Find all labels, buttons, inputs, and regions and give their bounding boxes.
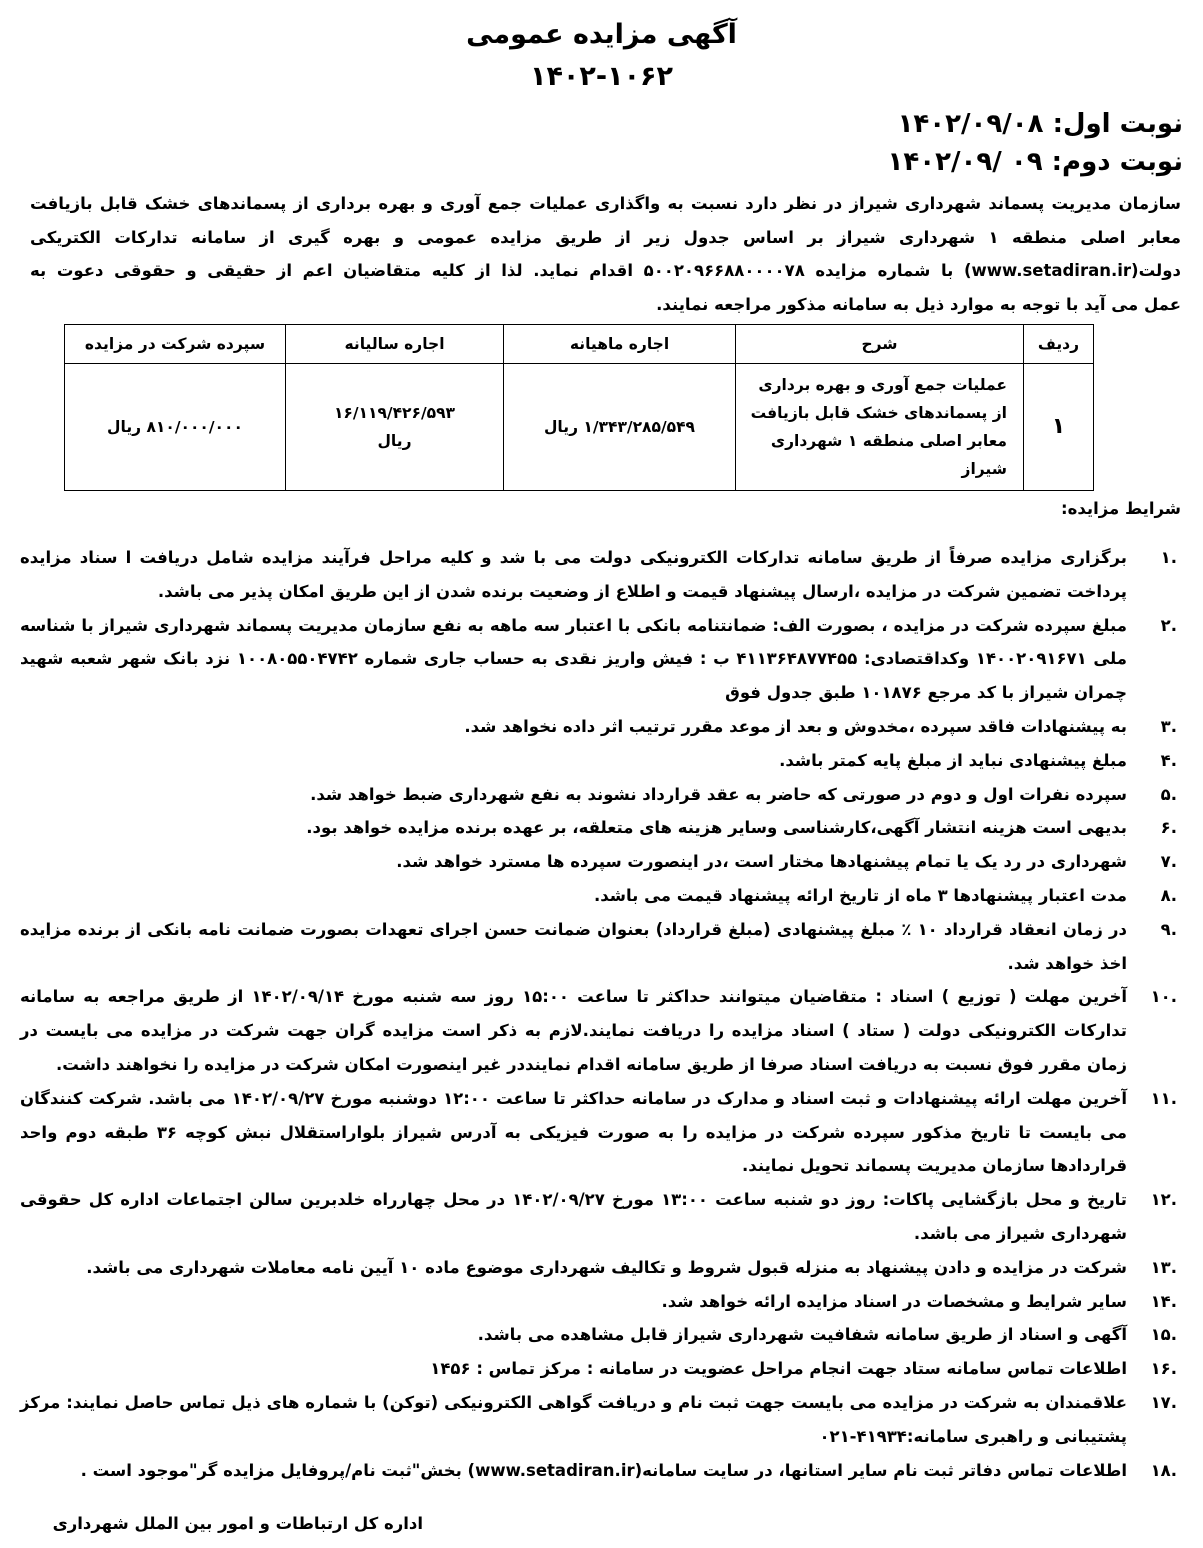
row-number: ۱: [1024, 364, 1094, 491]
condition-item: [20, 845, 1183, 879]
condition-number: .۱۵: [1150, 1325, 1177, 1345]
condition-number: .۲: [1160, 615, 1177, 635]
condition-text: سپرده نفرات اول و دوم در صورتی که حاضر به عقد قرارداد نشوند به نفع شهرداری ضبط خواهد شد.: [310, 784, 1127, 804]
condition-number: .۹: [1160, 919, 1177, 939]
condition-text: برگزاری مزایده صرفاً از طریق سامانه تدارکات الکترونیکی دولت می با شد و کلیه مراحل فرآیند مزایده شامل دریافت ا سناد مزایده پرداخت تضمین شرکت در مزایده ،ارسال پیشنهاد قیمت و اطلاع از وضعیت برنده شدن از این طریق امکان پذیر می باشد.: [20, 548, 1127, 601]
condition-number: .۱۷: [1150, 1392, 1177, 1412]
condition-number: .۷: [1160, 852, 1177, 872]
header-yearly-rent: اجاره سالیانه: [286, 325, 504, 364]
condition-number: .۸: [1160, 885, 1177, 905]
condition-number: .۱۲: [1150, 1190, 1177, 1210]
condition-text: شهرداری در رد یک یا تمام پیشنهادها مختار است ،در اینصورت سپرده ها مسترد خواهد شد.: [396, 852, 1127, 872]
condition-text: آگهی و اسناد از طریق سامانه شفافیت شهرداری شیراز قابل مشاهده می باشد.: [477, 1325, 1127, 1345]
row-description: عملیات جمع آوری و بهره برداری از پسماندهای خشک قابل بازیافت معابر اصلی منطقه ۱ شهرداری شیراز: [736, 364, 1024, 491]
header-description: شرح: [736, 325, 1024, 364]
auction-table: [64, 324, 1094, 491]
first-turn-date: نوبت اول: ۱۴۰۲/۰۹/۰۸: [897, 109, 1183, 139]
condition-number: .۱۴: [1150, 1291, 1177, 1311]
header-deposit: سپرده شرکت در مزایده: [65, 325, 286, 364]
second-turn-date: نوبت دوم: ۰۹ /۱۴۰۲/۰۹: [887, 147, 1183, 177]
condition-item: [20, 1454, 1183, 1488]
yearly-rent-unit: ریال: [377, 432, 412, 450]
header-monthly-rent: اجاره ماهیانه: [504, 325, 736, 364]
condition-number: .۴: [1160, 750, 1177, 770]
condition-item: [20, 811, 1183, 845]
condition-text: سایر شرایط و مشخصات در اسناد مزایده ارائه خواهد شد.: [661, 1291, 1127, 1311]
table-row: [65, 364, 1094, 491]
condition-item: [20, 879, 1183, 913]
condition-text: بدیهی است هزینه انتشار آگهی،کارشناسی وسایر هزینه های متعلقه، بر عهده برنده مزایده خواهد بود.: [306, 818, 1127, 838]
condition-text: مبلغ سپرده شرکت در مزایده ، بصورت الف: ضمانتنامه بانکی با اعتبار سه ماهه به نفع سازمان مدیریت پسماند شهرداری شیراز با شناسه ملی ۱۴۰۰۲۰۹۱۶۷۱ وکداقتصادی: ۴۱۱۳۶۴۸۷۷۴۵۵ ب : فیش واریز نقدی به حساب جاری شماره ۱۰۰۸۰۵۵۰۴۷۴۲ نزد بانک شهر شعبه شهید چمران شیراز با کد مرجع ۱۰۱۸۷۶ طبق جدول فوق: [20, 615, 1128, 703]
row-deposit: ۸۱۰/۰۰۰/۰۰۰ ریال: [65, 364, 286, 491]
intro-paragraph: سازمان مدیریت پسماند شهرداری شیراز در نظر دارد نسبت به واگذاری عملیات جمع آوری و بهره برداری از پسماندهای خشک قابل بازیافت معابر اصلی منطقه ۱ شهرداری شیراز بر اساس جدول زیر از طریق مزایده عمومی و بهره گیری از سامانه تدارکات الکتریکی دولت(www.setadiran.ir) با شماره مزایده ۵۰۰۲۰۹۶۶۸۸۰۰۰۰۷۸ اقدام نماید. لذا از کلیه متقاضیان اعم از حقیقی و حقوقی دعوت به: [30, 194, 1181, 280]
conditions-list: [20, 541, 1183, 1487]
row-yearly-rent: [286, 364, 504, 491]
condition-text: آخرین مهلت ارائه پیشنهادات و ثبت اسناد و مدارک در سامانه حداکثر تا ساعت ۱۲:۰۰ دوشنبه مورخ ۱۴۰۲/۰۹/۲۷ می باشد. شرکت کنندگان می بایست تا تاریخ مذکور سپرده شرکت در مزایده را به صورت فیزیکی به آدرس شیراز بلواراستقلال نبش کوچه ۳۶ طبقه دوم واحد قراردادها سازمان مدیریت پسماند تحویل نمایند.: [20, 1088, 1128, 1176]
condition-item: [20, 1318, 1183, 1352]
condition-text: در زمان انعقاد قرارداد ۱۰ ٪ مبلغ پیشنهادی (مبلغ قرارداد) بعنوان ضمانت حسن اجرای تعهدات بصورت ضمانت نامه بانکی از برنده مزایده اخذ خواهد شد.: [20, 919, 1127, 973]
condition-item: [20, 1183, 1183, 1251]
condition-number: .۱۰: [1150, 987, 1177, 1007]
condition-number: .۱: [1160, 548, 1177, 567]
condition-number: .۱۸: [1150, 1460, 1177, 1480]
condition-item: [20, 980, 1183, 1081]
condition-item: [20, 1386, 1183, 1454]
condition-text: علاقمندان به شرکت در مزایده می بایست جهت ثبت نام و دریافت گواهی الکترونیکی (توکن) با شماره های ذیل تماس حاصل نمایند: مرکز پشتیبانی و راهبری سامانه:۴۱۹۳۴-۰۲۱: [20, 1392, 1127, 1446]
condition-item: [20, 541, 1183, 609]
footer-signature: اداره کل ارتباطات و امور بین الملل شهرداری: [52, 1514, 423, 1533]
condition-item: [20, 913, 1183, 981]
condition-item: [20, 1285, 1183, 1319]
notice-number: ۱۴۰۲-۱۰۶۲: [529, 61, 674, 92]
condition-text: به پیشنهادات فاقد سپرده ،مخدوش و بعد از موعد مقرر ترتیب اثر داده نخواهد شد.: [464, 716, 1127, 736]
condition-text: اطلاعات تماس سامانه ستاد جهت انجام مراحل عضویت در سامانه : مرکز تماس : ۱۴۵۶: [430, 1359, 1127, 1379]
condition-number: .۱۶: [1150, 1359, 1177, 1379]
condition-item: [20, 1082, 1183, 1183]
row-monthly-rent: ۱/۳۴۳/۲۸۵/۵۴۹ ریال: [504, 364, 736, 491]
condition-number: .۳: [1160, 716, 1177, 736]
table-header-row: [65, 325, 1094, 364]
condition-text: شرکت در مزایده و دادن پیشنهاد به منزله قبول شروط و تکالیف شهرداری موضوع ماده ۱۰ آیین نامه معاملات شهرداری می باشد.: [86, 1257, 1127, 1277]
condition-item: [20, 744, 1183, 778]
condition-number: .۱۱: [1150, 1088, 1177, 1108]
condition-item: [20, 609, 1183, 710]
notice-title: آگهی مزایده عمومی: [466, 19, 737, 50]
condition-item: [20, 710, 1183, 744]
condition-item: [20, 1251, 1183, 1285]
condition-text: اطلاعات تماس دفاتر ثبت نام سایر استانها، در سایت سامانه(www.setadiran.ir) بخش"ثبت نام/پروفایل مزایده گر"موجود است .: [80, 1460, 1127, 1480]
condition-item: [20, 778, 1183, 812]
yearly-rent-amount: ۱۶/۱۱۹/۴۲۶/۵۹۳: [333, 404, 456, 422]
condition-number: .۱۳: [1150, 1257, 1177, 1277]
condition-text: مدت اعتبار پیشنهادها ۳ ماه از تاریخ ارائه پیشنهاد قیمت می باشد.: [593, 885, 1127, 905]
condition-text: آخرین مهلت ( توزیع ) اسناد : متقاضیان میتوانند حداکثر تا ساعت ۱۵:۰۰ روز سه شنبه مورخ ۱۴۰۲/۰۹/۱۴ از طریق مراجعه به سامانه تدارکات الکترونیکی دولت ( ستاد ) اسناد مزایده را دریافت نمایند.لازم به ذکر است مزایده گران جهت شرکت در مزایده می بایست در زمان مقرر فوق نسبت به دریافت اسناد صرفا از طریق سامانه اقدام نماینددر غیر اینصورت امکان شرکت در مزایده را نخواهند داشت.: [20, 987, 1127, 1074]
condition-number: .۵: [1160, 784, 1177, 804]
condition-text: تاریخ و محل بازگشایی پاکات: روز دو شنبه ساعت ۱۳:۰۰ مورخ ۱۴۰۲/۰۹/۲۷ در محل چهارراه خلدبرین سالن اجتماعات اداره کل حقوقی شهرداری شیراز می باشد.: [20, 1190, 1127, 1243]
header-row-number: ردیف: [1024, 325, 1094, 364]
conditions-heading: شرایط مزایده:: [1061, 499, 1181, 518]
condition-item: [20, 1352, 1183, 1386]
condition-number: .۶: [1160, 818, 1177, 838]
condition-text: مبلغ پیشنهادی نباید از مبلغ پایه کمتر باشد.: [779, 750, 1127, 770]
intro-paragraph-end: عمل می آید با توجه به موارد ذیل به سامانه مذکور مراجعه نمایند.: [656, 295, 1181, 314]
